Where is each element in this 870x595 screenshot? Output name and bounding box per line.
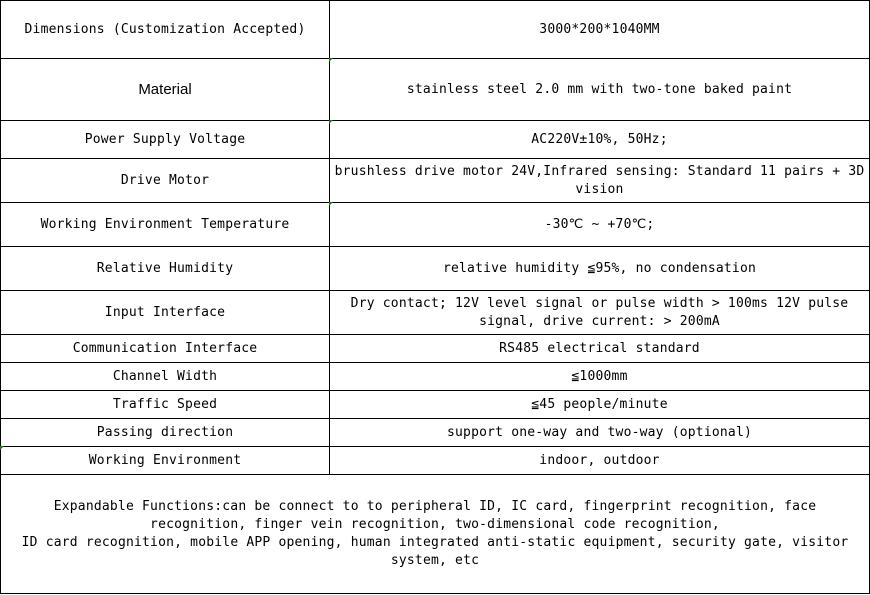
cell-corner-marker xyxy=(0,446,4,450)
spec-row-power-supply xyxy=(1,121,870,159)
spec-row-humidity xyxy=(1,247,870,291)
cell-corner-marker xyxy=(329,120,333,124)
spec-value: Dry contact; 12V level signal or pulse width > 100ms 12V pulse signal, drive current: > 200mA xyxy=(330,291,870,335)
spec-row-material xyxy=(1,59,870,121)
expandable-functions xyxy=(1,475,870,594)
spec-row-temperature xyxy=(1,203,870,247)
spec-row-dimensions xyxy=(1,1,870,59)
spec-row-channel-width xyxy=(1,363,870,391)
spec-value: -30℃ ~ +70℃; xyxy=(330,203,870,247)
spec-row-passing-direction xyxy=(1,419,870,447)
spec-label: Working Environment Temperature xyxy=(1,203,330,247)
cell-corner-marker xyxy=(329,202,333,206)
spec-label: Channel Width xyxy=(1,363,330,391)
spec-label: Traffic Speed xyxy=(1,391,330,419)
spec-value: relative humidity ≦95%, no condensation xyxy=(330,247,870,291)
spec-value: RS485 electrical standard xyxy=(330,335,870,363)
spec-value: ≦1000mm xyxy=(330,363,870,391)
expandable-functions-line-2: ID card recognition, mobile APP opening, human integrated anti-static equipment, security gate, visitor system, etc xyxy=(21,535,849,568)
cell-corner-marker xyxy=(329,58,333,62)
spec-label: Communication Interface xyxy=(1,335,330,363)
spec-row-communication xyxy=(1,335,870,363)
spec-label: Working Environment xyxy=(1,447,330,475)
expandable-functions-line-1: Expandable Functions:can be connect to to peripheral ID, IC card, fingerprint recognition, face recognition, finger vein recognition, two-dimensional code recognition, xyxy=(53,499,817,532)
spec-label: Material xyxy=(1,59,330,121)
spec-value: stainless steel 2.0 mm with two-tone baked paint xyxy=(330,59,870,121)
expandable-functions-row xyxy=(1,475,870,594)
spec-value: brushless drive motor 24V,Infrared sensing: Standard 11 pairs + 3D vision xyxy=(330,159,870,203)
spec-row-drive-motor xyxy=(1,159,870,203)
spec-label: Relative Humidity xyxy=(1,247,330,291)
spec-label: Drive Motor xyxy=(1,159,330,203)
spec-value: AC220V±10%, 50Hz; xyxy=(330,121,870,159)
spec-label: Dimensions (Customization Accepted) xyxy=(1,1,330,59)
spec-value: indoor, outdoor xyxy=(330,447,870,475)
spec-row-working-environment xyxy=(1,447,870,475)
spec-label: Input Interface xyxy=(1,291,330,335)
spec-value: support one-way and two-way (optional) xyxy=(330,419,870,447)
spec-label: Power Supply Voltage xyxy=(1,121,330,159)
spec-row-traffic-speed xyxy=(1,391,870,419)
spec-value: 3000*200*1040MM xyxy=(330,1,870,59)
spec-value: ≦45 people/minute xyxy=(330,391,870,419)
spec-row-input-interface xyxy=(1,291,870,335)
spec-label: Passing direction xyxy=(1,419,330,447)
